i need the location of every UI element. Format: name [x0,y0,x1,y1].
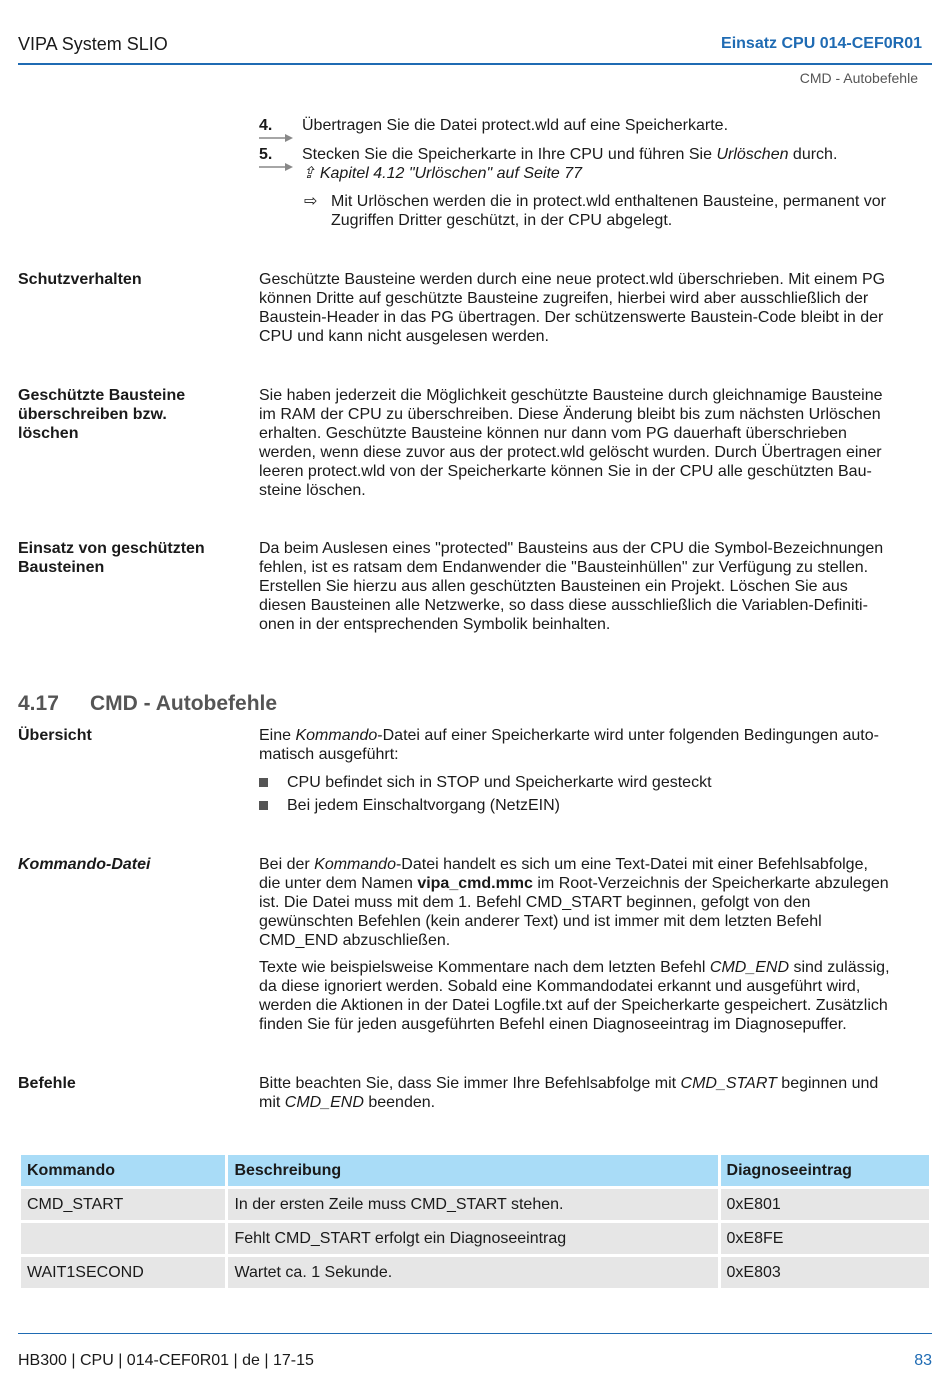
side-heading-uebersicht: Übersicht [18,727,92,744]
doc-title: VIPA System SLIO [18,34,168,54]
paragraph-schutzverhalten [259,270,931,346]
text-line: leeren protect.wld von der Speicherkarte können Sie in der CPU alle geschützten Bau- [259,463,872,480]
text-em: Kommando [314,856,396,873]
side-line: Einsatz von geschützten [18,540,205,557]
result-line: Mit Urlöschen werden die in protect.wld enthaltenen Bausteine, permanent vor [331,193,886,210]
list-item [259,796,931,816]
text-line: diesen Bausteinen alle Netzwerke, so dass diese ausschließlich die Variablen-Definiti- [259,597,868,614]
chapter-link-text: Kapitel 4.12 "Urlöschen" auf Seite 77 [319,165,583,182]
step-arrow-icon [259,134,295,144]
square-bullet-icon [259,778,268,787]
column-header: Kommando [21,1155,225,1186]
side-line: Bausteinen [18,559,105,576]
cell-diagnoseeintrag: 0xE803 [721,1257,929,1288]
paragraph-uebersicht [259,726,931,764]
cell-beschreibung: Fehlt CMD_START erfolgt ein Diagnoseeintrag [228,1223,717,1254]
chapter-link[interactable] [302,165,582,182]
text-line: werden, wenn diese zuvor aus der protect.wld gelöscht wurden. Durch Übertragen einer [259,444,882,461]
text-b: beginnen und [776,1075,879,1092]
side-heading-befehle: Befehle [18,1075,76,1092]
text-line: fehlen, ist es ratsam dem Endanwender die "Bausteinhüllen" zur Verfügung zu stellen. [259,559,869,576]
list-item [259,773,931,793]
step-5 [259,145,931,185]
paragraph-kommando-2 [259,958,931,1034]
text-line: Sie haben jederzeit die Möglichkeit geschützte Bausteine durch gleichnamige Bausteine [259,387,883,404]
side-line: überschreiben bzw. [18,406,167,423]
command-table [18,1152,932,1291]
result-arrow-icon: ⇨ [304,193,318,210]
footer-rule [18,1333,932,1334]
paragraph-kommando-1 [259,855,931,950]
text-line: Da beim Auslesen eines "protected" Bausteins aus der CPU die Symbol-Bezeichnungen [259,540,884,557]
result-line: Zugriffen Dritter geschützt, in der CPU abgelegt. [331,212,673,229]
text-a: mit [259,1094,285,1111]
cell-kommando: CMD_START [21,1189,225,1220]
list-item-text: CPU befindet sich in STOP und Speicherkarte wird gesteckt [287,774,712,791]
text-a: Bitte beachten Sie, dass Sie immer Ihre Befehlsabfolge mit [259,1075,681,1092]
step-text-a: Stecken Sie die Speicherkarte in Ihre CPU und führen Sie [302,146,717,163]
text-b: sind zulässig, [789,959,890,976]
text-em: CMD_START [680,1075,777,1092]
text-line: erhalten. Geschützte Bausteine können nur dann vom PG dauerhaft überschrieben [259,425,847,442]
file-name: vipa_cmd.mmc [417,875,533,892]
text-line: können Dritte auf geschützte Bausteine zugreifen, hierbei wird aber ausschließlich der [259,290,869,307]
page-number: 83 [914,1352,932,1369]
table-header-row [21,1155,929,1186]
step-number: 4. [259,117,273,134]
text-line: ist. Die Datei muss mit dem 1. Befehl CMD_START beginnen, gefolgt von den [259,894,811,911]
chapter-title: Einsatz CPU 014-CEF0R01 [721,35,922,52]
column-header: Beschreibung [228,1155,717,1186]
square-bullet-icon [259,801,268,810]
paragraph-ueberschreiben [259,386,931,500]
list-item-text: Bei jedem Einschaltvorgang (NetzEIN) [287,797,561,814]
text-b: im Root-Verzeichnis der Speicherkarte abzulegen [532,875,889,892]
text-line: im RAM der CPU zu überschreiben. Diese Änderung bleibt bis zum nächsten Urlöschen [259,406,881,423]
text-line: Erstellen Sie hierzu aus allen geschützten Bausteinen ein Projekt. Löschen Sie aus [259,578,848,595]
text-line: CMD_END abzuschließen. [259,932,451,949]
cell-beschreibung: Wartet ca. 1 Sekunde. [228,1257,717,1288]
step-text: Übertragen Sie die Datei protect.wld auf eine Speicherkarte. [302,117,729,134]
text-line: da diese ignoriert werden. Sobald eine Kommandodatei erkannt und ausgeführt wird, [259,978,861,995]
table-row [21,1257,929,1288]
text-a: Bei der [259,856,315,873]
step-text-em: Urlöschen [716,146,789,163]
step-text-b: durch. [788,146,838,163]
text-a: Eine [259,727,296,744]
table-row [21,1223,929,1254]
side-heading-schutzverhalten: Schutzverhalten [18,271,142,288]
side-line: löschen [18,425,79,442]
text-em: CMD_END [709,959,790,976]
header-rule [18,63,932,65]
text-line: gewünschten Befehlen (kein anderer Text) und ist immer mit dem letzten Befehl [259,913,822,930]
cell-kommando [21,1223,225,1254]
section-heading [18,691,277,717]
side-line: Geschützte Bausteine [18,387,186,404]
footer-doc-info: HB300 | CPU | 014-CEF0R01 | de | 17-15 [18,1352,314,1369]
text-a: Texte wie beispielsweise Kommentare nach dem letzten Befehl [259,959,710,976]
cell-diagnoseeintrag: 0xE801 [721,1189,929,1220]
cell-diagnoseeintrag: 0xE8FE [721,1223,929,1254]
link-arrow-icon: ⇪ [302,165,316,182]
side-heading-kommando-datei: Kommando-Datei [18,856,151,873]
column-header: Diagnoseeintrag [721,1155,929,1186]
text-line: CPU und kann nicht ausgelesen werden. [259,328,549,345]
section-title: CMD - Autobefehle [90,692,278,715]
step-number: 5. [259,146,273,163]
text-em: Kommando [295,727,378,744]
step-4 [259,116,931,138]
cell-kommando: WAIT1SECOND [21,1257,225,1288]
text-b: -Datei auf einer Speicherkarte wird unter folgenden Bedingungen auto- [377,727,879,744]
text-line: finden Sie für jeden ausgeführten Befehl einen Diagnoseeintrag im Diagnosepuffer. [259,1016,847,1033]
text-line: onen in der entsprechenden Symbolik beinhalten. [259,616,611,633]
result-text [331,192,931,230]
text-b: -Datei handelt es sich um eine Text-Datei mit einer Befehlsabfolge, [395,856,868,873]
cell-beschreibung: In der ersten Zeile muss CMD_START stehen. [228,1189,717,1220]
step-text [302,145,932,183]
text-line: steine löschen. [259,482,366,499]
section-subtitle: CMD - Autobefehle [799,70,918,86]
paragraph-einsatz [259,539,931,634]
text-line: matisch ausgeführt: [259,746,399,763]
text-em: CMD_END [284,1094,364,1111]
step-arrow-icon [259,163,295,173]
text-b: beenden. [363,1094,436,1111]
section-number: 4.17 [18,692,59,715]
text-line: Geschützte Bausteine werden durch eine neue protect.wld überschrieben. Mit einem PG [259,271,886,288]
side-heading-einsatz [18,539,233,577]
table-row [21,1189,929,1220]
text-a: die unter dem Namen [259,875,418,892]
text-line: Baustein-Header in das PG übertragen. Der schützenswerte Baustein-Code bleibt in der [259,309,884,326]
paragraph-befehle [259,1074,931,1112]
side-heading-ueberschreiben [18,386,233,443]
text-line: werden die Aktionen in der Datei Logfile.txt auf der Speicherkarte gespeichert. Zusätzlich [259,997,888,1014]
